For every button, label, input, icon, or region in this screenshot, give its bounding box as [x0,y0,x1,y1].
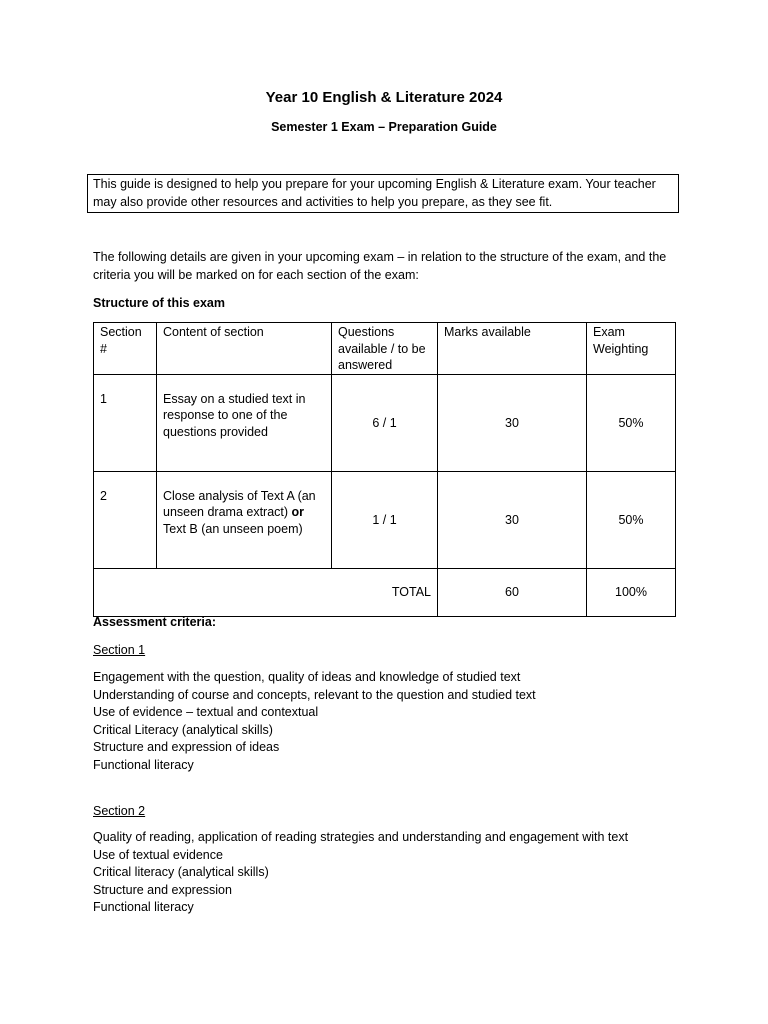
list-item: Functional literacy [93,757,194,772]
list-item: Understanding of course and concepts, relevant to the question and studied text [93,687,536,702]
content-text: Text B (an unseen poem) [163,521,303,536]
cell-section: 1 [94,374,157,471]
section-2-label: Section 2 [93,804,146,818]
list-item: Critical Literacy (analytical skills) [93,722,273,737]
total-label: TOTAL [94,568,438,616]
header-weighting: Exam Weighting [587,323,676,375]
exam-structure-table [93,322,676,617]
cell-weighting: 50% [587,374,676,471]
list-item: Engagement with the question, quality of ideas and knowledge of studied text [93,670,521,684]
table-row [94,471,676,568]
total-weighting: 100% [587,568,676,616]
cell-content: Essay on a studied text in response to one of the questions provided [157,374,332,471]
content-text: Close analysis of Text A (an unseen drama extract) [163,488,316,519]
header-marks: Marks available [438,323,587,375]
header-questions: Questions available / to be answered [332,323,438,375]
structure-heading: Structure of this exam [93,296,225,310]
list-item: Critical literacy (analytical skills) [93,865,269,879]
table-header-row [94,323,676,375]
header-section: Section # [94,323,157,375]
list-item: Quality of reading, application of reading strategies and understanding and engagement with text [93,830,629,844]
list-item: Structure and expression [93,882,232,897]
section-1-criteria [93,669,536,774]
assessment-heading: Assessment criteria: [93,615,216,629]
total-marks: 60 [438,568,587,616]
cell-questions: 1 / 1 [332,471,438,568]
cell-weighting: 50% [587,471,676,568]
list-item: Use of textual evidence [93,847,223,862]
lead-paragraph: The following details are given in your upcoming exam – in relation to the structure of the exam, and the criteria you will be marked on for each section of the exam: [93,250,667,282]
cell-marks: 30 [438,471,587,568]
section-1-label: Section 1 [93,643,146,657]
page-title: Year 10 English & Literature 2024 [265,89,503,106]
list-item: Structure and expression of ideas [93,740,280,754]
intro-box: This guide is designed to help you prepare for your upcoming English & Literature exam. Your teacher may also provide other resources and activities to help you prepare, as they see fit. [87,174,679,213]
section-2-criteria [93,829,628,917]
header-content: Content of section [157,323,332,375]
page-subtitle: Semester 1 Exam – Preparation Guide [271,120,497,134]
cell-section: 2 [94,471,157,568]
table-row [94,374,676,471]
cell-marks: 30 [438,374,587,471]
cell-questions: 6 / 1 [332,374,438,471]
content-emphasis: or [291,505,305,519]
list-item: Functional literacy [93,900,194,914]
cell-content [157,471,332,568]
list-item: Use of evidence – textual and contextual [93,705,319,719]
table-total-row [94,568,676,616]
